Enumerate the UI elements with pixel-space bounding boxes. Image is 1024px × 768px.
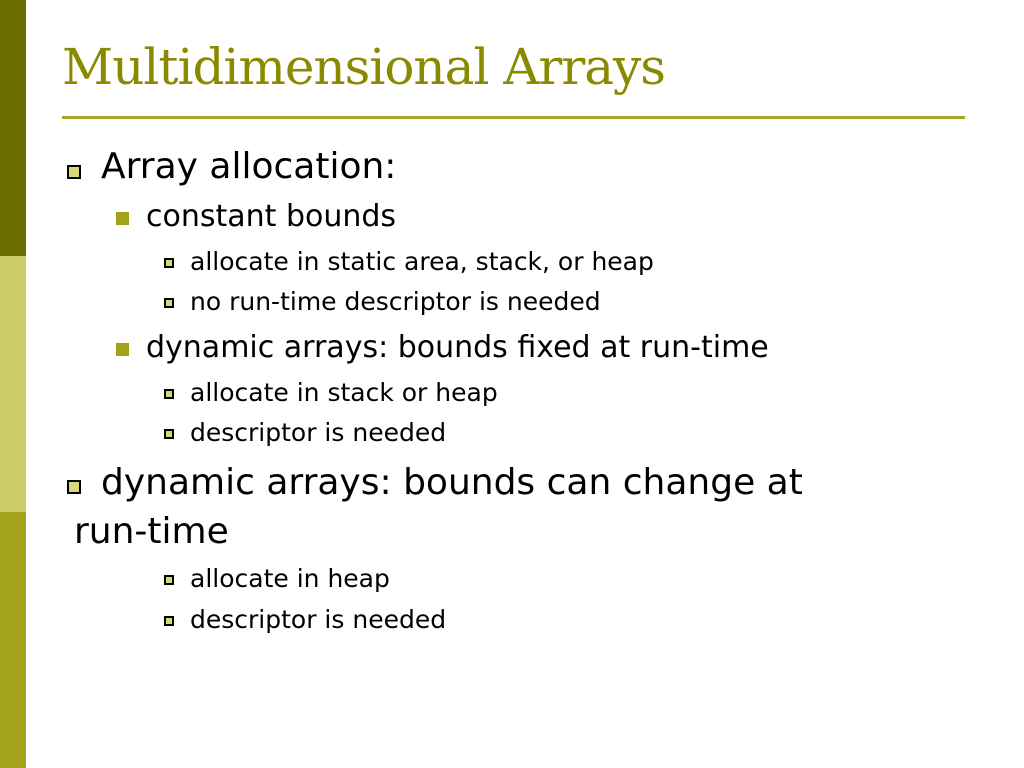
hollow-square-bullet-icon bbox=[164, 389, 174, 399]
bullet-allocate-stack-heap: allocate in stack or heap bbox=[190, 378, 498, 407]
filled-square-bullet-icon bbox=[116, 343, 129, 356]
hollow-square-bullet-icon bbox=[67, 165, 81, 179]
sidebar-stripe-top bbox=[0, 0, 26, 256]
bullet-constant-bounds: constant bounds bbox=[146, 199, 397, 234]
title-rule bbox=[62, 116, 965, 119]
sidebar-stripe-bottom bbox=[0, 512, 26, 768]
bullet-allocate-heap: allocate in heap bbox=[190, 564, 390, 593]
bullet-array-allocation: Array allocation: bbox=[101, 146, 397, 187]
hollow-square-bullet-icon bbox=[164, 575, 174, 585]
bullet-descriptor-needed-2: descriptor is needed bbox=[190, 605, 447, 634]
bullet-dynamic-change: dynamic arrays: bounds can change at bbox=[101, 462, 803, 503]
hollow-square-bullet-icon bbox=[164, 258, 174, 268]
hollow-square-bullet-icon bbox=[67, 480, 81, 494]
sidebar-stripe-middle bbox=[0, 256, 26, 512]
bullet-dynamic-fixed: dynamic arrays: bounds fixed at run-time bbox=[146, 330, 769, 365]
bullet-descriptor-needed: descriptor is needed bbox=[190, 418, 447, 447]
bullet-dynamic-change-continued: run-time bbox=[74, 511, 229, 552]
bullet-no-descriptor: no run-time descriptor is needed bbox=[190, 287, 601, 316]
bullet-allocate-static: allocate in static area, stack, or heap bbox=[190, 247, 654, 276]
slide-title: Multidimensional Arrays bbox=[62, 38, 665, 96]
filled-square-bullet-icon bbox=[116, 212, 129, 225]
hollow-square-bullet-icon bbox=[164, 298, 174, 308]
hollow-square-bullet-icon bbox=[164, 616, 174, 626]
hollow-square-bullet-icon bbox=[164, 429, 174, 439]
